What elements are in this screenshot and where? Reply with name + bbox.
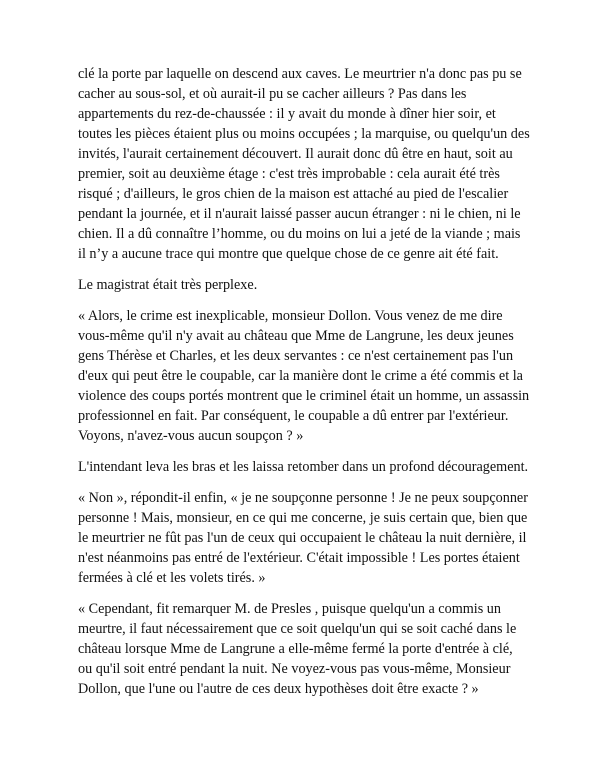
paragraph-1: clé la porte par laquelle on descend aux caves. Le meurtrier n'a donc pas pu se cacher au sous-sol, et où aurait-il pu se cacher ailleurs ? Pas dans les appartements du rez-de-chaussée : il y avait du monde à dîner hier soir, et toutes les pièces étaient plus ou moins occupées ; la marquise, ou quelqu'un des invités, l'aurait certainement découvert. Il aurait donc dû être en haut, soit au premier, soit au deuxième étage : c'est très improbable : cela aurait été très risqué ; d'ailleurs, le gros chien de la maison est attaché au pied de l'escalier pendant la journée, et il n'aurait laissé passer aucun étranger : ni le chien, ni le chien. Il a dû connaître l’homme, ou du moins on lui a jeté de la viande ; mais il n’y a aucune trace qui montre que quelque chose de ce genre ait été fait.	[78, 66, 530, 262]
paragraph-6: « Cependant, fit remarquer M. de Presles , puisque quelqu'un a commis un meurtre, il faut nécessairement que ce soit quelqu'un qui se soit caché dans le château lorsque Mme de Langrune a elle-même fermé la porte d'entrée à clé, ou qu'il soit entré pendant la nuit. Ne voyez-vous pas vous-même, Monsieur Dollon, que l'une ou l'autre de ces deux hypothèses doit être exacte ? »	[78, 601, 517, 697]
document-page	[78, 64, 530, 710]
paragraph-3: « Alors, le crime est inexplicable, monsieur Dollon. Vous venez de me dire vous-même qu'il n'y avait au château que Mme de Langrune, les deux jeunes gens Thérèse et Charles, et les deux servantes : ce n'est certainement pas l'un d'eux qui peut être le coupable, car la manière dont le crime a été commis et la violence des coups portés montrent que le criminel était un homme, un assassin professionnel en fait. Par conséquent, le coupable a dû entrer par l'extérieur. Voyons, n'avez-vous aucun soupçon ? »	[78, 308, 530, 444]
paragraph-5: « Non », répondit-il enfin, « je ne soupçonne personne ! Je ne peux soupçonner personne ! Mais, monsieur, en ce qui me concerne, je suis certain que, bien que le meurtrier ne fût pas l'un de ceux qui occupaient le château la nuit dernière, il n'est néanmoins pas entré de l'extérieur. C'était impossible ! Les portes étaient fermées à clé et les volets tirés. »	[78, 490, 528, 586]
paragraph-4: L'intendant leva les bras et les laissa retomber dans un profond découragement.	[78, 459, 529, 475]
paragraph-2: Le magistrat était très perplexe.	[78, 277, 258, 293]
